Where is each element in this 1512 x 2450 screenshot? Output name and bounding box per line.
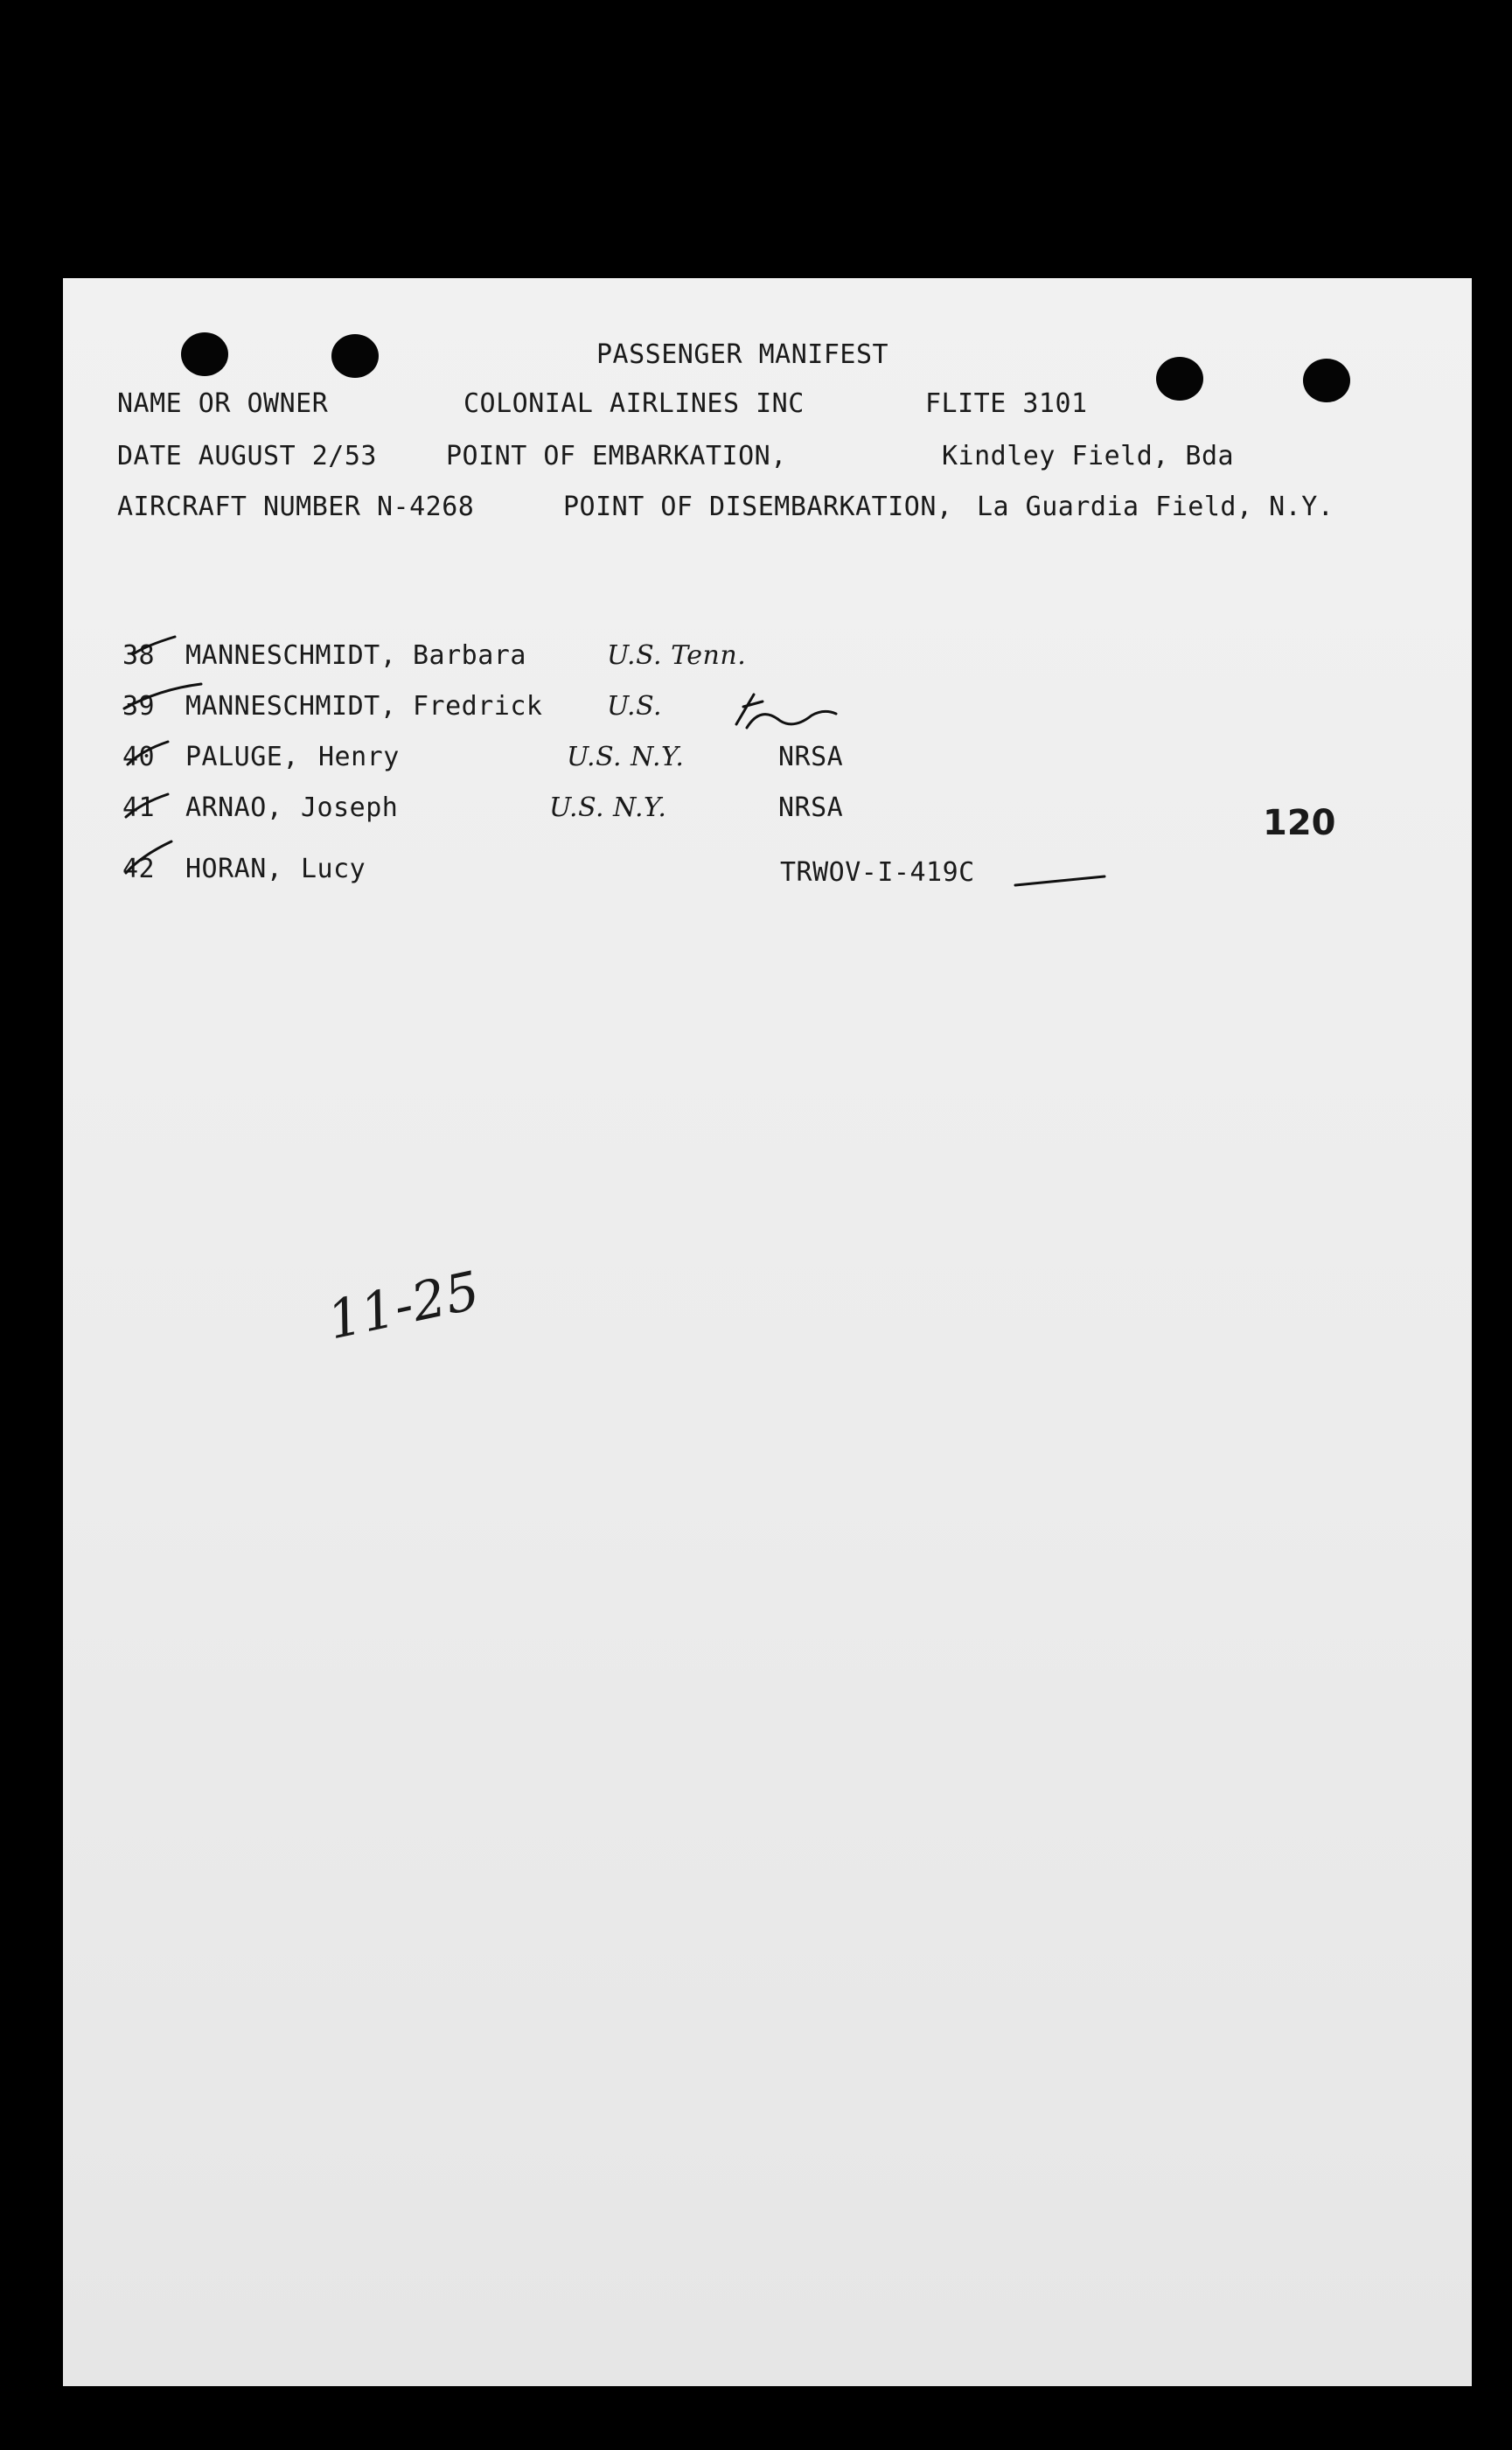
page-number: 120 [1263, 803, 1336, 843]
aircraft-number: AIRCRAFT NUMBER N-4268 [117, 492, 475, 522]
passenger-note: NRSA [778, 742, 844, 772]
passenger-given-name: Barbara [413, 640, 526, 671]
punch-hole [331, 334, 379, 378]
disembarkation-label: POINT OF DISEMBARKATION, [563, 492, 953, 522]
passenger-status: U.S. [607, 691, 663, 722]
passenger-number: 41 [122, 792, 156, 823]
punch-hole [181, 332, 228, 376]
manifest-sheet [63, 278, 1472, 2386]
passenger-status: U.S. Tenn. [607, 640, 747, 671]
passenger-given-name: Fredrick [413, 691, 543, 722]
passenger-given-name: Lucy [301, 854, 366, 884]
passenger-number: 40 [122, 742, 156, 772]
embarkation-value: Kindley Field, Bda [942, 441, 1235, 471]
punch-hole [1156, 357, 1203, 401]
dash-mark [1012, 873, 1117, 890]
punch-hole [1303, 359, 1350, 402]
passenger-number: 38 [122, 640, 156, 671]
passenger-status: U.S. N.Y. [567, 742, 685, 772]
passenger-surname: MANNESCHMIDT, [185, 691, 397, 722]
passenger-given-name: Henry [318, 742, 400, 772]
passenger-surname: ARNAO, [185, 792, 283, 823]
passenger-status: U.S. N.Y. [549, 792, 667, 823]
owner-label: NAME OR OWNER [117, 388, 329, 419]
passenger-surname: HORAN, [185, 854, 283, 884]
passenger-surname: PALUGE, [185, 742, 299, 772]
passenger-note: TRWOV-I-419C [780, 857, 975, 888]
passenger-number: 39 [122, 691, 156, 722]
disembarkation-value: La Guardia Field, N.Y. [977, 492, 1334, 522]
embarkation-label: POINT OF EMBARKATION, [446, 441, 787, 471]
handwritten-note: 11-25 [322, 1260, 485, 1352]
manifest-date: DATE AUGUST 2/53 [117, 441, 377, 471]
scribble-mark [728, 689, 850, 742]
row-checkmarks [107, 611, 369, 960]
passenger-number: 42 [122, 854, 156, 884]
flight-number: FLITE 3101 [925, 388, 1088, 419]
passenger-given-name: Joseph [301, 792, 399, 823]
passenger-surname: MANNESCHMIDT, [185, 640, 397, 671]
owner-value: COLONIAL AIRLINES INC [463, 388, 805, 419]
passenger-note: NRSA [778, 792, 844, 823]
manifest-title: PASSENGER MANIFEST [596, 339, 889, 370]
